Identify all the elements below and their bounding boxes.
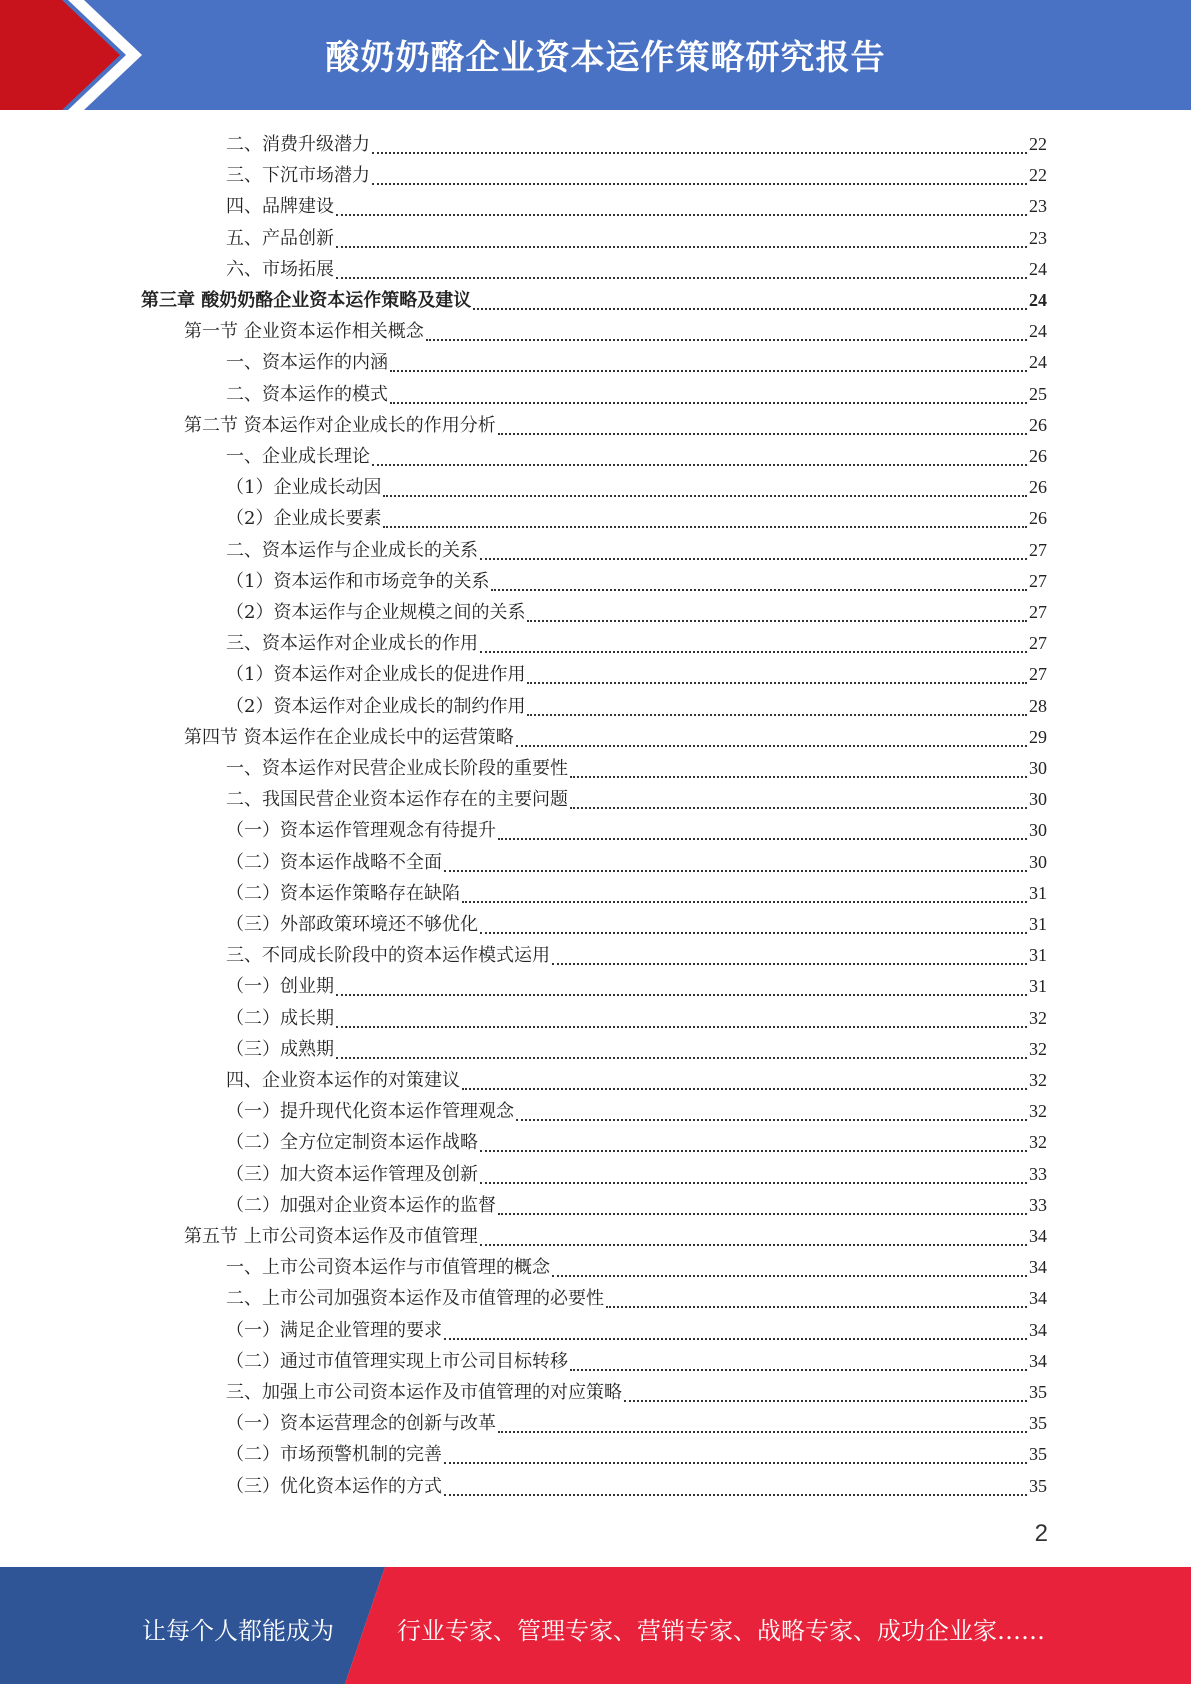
toc-entry-label: 第三章 酸奶奶酪企业资本运作策略及建议 [141,290,472,311]
toc-entry-page: 24 [1029,290,1047,310]
toc-entry-page: 30 [1029,789,1047,810]
toc-entry-page: 27 [1029,633,1047,654]
page-number: 2 [1034,1520,1048,1547]
report-title: 酸奶奶酪企业资本运作策略研究报告 [325,38,886,78]
toc-dot-leader [372,183,1027,185]
toc-entry-label: 二、上市公司加强资本运作及市值管理的必要性 [226,1288,604,1310]
toc-item-row[interactable] [226,1004,1047,1035]
toc-item-row[interactable] [226,1409,1047,1440]
toc-entry-label: （二）资本运作策略存在缺陷 [226,882,460,904]
toc-entry-label: （2）资本运作对企业成长的制约作用 [226,695,526,717]
toc-item-row[interactable] [226,1035,1047,1066]
toc-entry-page: 29 [1029,726,1047,747]
footer-slogan-right: 行业专家、管理专家、营销专家、战略专家、成功企业家…… [397,1617,1045,1645]
toc-entry-page: 30 [1029,820,1047,841]
toc-entry-page: 22 [1029,165,1047,186]
toc-dot-leader [480,651,1027,653]
toc-item-row[interactable] [226,442,1047,473]
toc-dot-leader [570,1369,1027,1371]
toc-entry-label: （一）创业期 [226,976,334,998]
toc-item-row[interactable] [226,161,1047,192]
toc-entry-page: 32 [1029,1007,1047,1028]
toc-dot-leader [390,370,1027,372]
toc-item-row[interactable] [226,692,1047,723]
toc-dot-leader [336,277,1027,279]
toc-item-row[interactable] [226,1128,1047,1159]
toc-entry-label: 五、产品创新 [226,227,334,249]
toc-entry-label: 六、市场拓展 [226,258,334,280]
toc-entry-label: 第二节 资本运作对企业成长的作用分析 [184,414,496,436]
toc-chapter-row[interactable] [141,286,1047,317]
toc-entry-page: 27 [1029,539,1047,560]
toc-entry-page: 27 [1029,570,1047,591]
toc-item-row[interactable] [226,130,1047,161]
toc-dot-leader [336,994,1027,996]
toc-item-row[interactable] [226,348,1047,379]
toc-entry-label: （1）资本运作对企业成长的促进作用 [226,664,526,686]
toc-dot-leader [480,558,1027,560]
toc-dot-leader [336,246,1027,248]
toc-entry-page: 23 [1029,227,1047,248]
toc-item-row[interactable] [226,567,1047,598]
toc-entry-page: 22 [1029,134,1047,154]
toc-dot-leader [498,433,1027,435]
toc-dot-leader [383,526,1027,528]
toc-item-row[interactable] [226,1347,1047,1378]
toc-item-row[interactable] [226,380,1047,411]
toc-item-row[interactable] [226,879,1047,910]
toc-entry-page: 35 [1029,1382,1047,1402]
toc-dot-leader [516,745,1027,747]
toc-item-row[interactable] [226,1378,1047,1409]
toc-dot-leader [606,1306,1027,1308]
toc-dot-leader [390,402,1027,404]
toc-item-row[interactable] [226,1160,1047,1191]
toc-dot-leader [552,963,1027,965]
toc-entry-label: （一）满足企业管理的要求 [226,1319,442,1341]
toc-entry-page: 26 [1029,508,1047,529]
toc-entry-page: 27 [1029,664,1047,685]
toc-dot-leader [552,1275,1027,1277]
toc-entry-label: （三）成熟期 [226,1038,334,1060]
toc-entry-label: 三、下沉市场潜力 [226,165,370,187]
toc-dot-leader [498,1431,1027,1433]
toc-entry-label: （二）市场预警机制的完善 [226,1444,442,1466]
toc-entry-label: （三）外部政策环境还不够优化 [226,914,478,935]
toc-item-row[interactable] [226,473,1047,504]
toc-entry-page: 33 [1029,1163,1047,1184]
toc-entry-label: 二、我国民营企业资本运作存在的主要问题 [226,789,568,811]
toc-item-row[interactable] [226,1097,1047,1128]
toc-entry-label: （1）资本运作和市场竞争的关系 [226,570,490,592]
toc-section-row[interactable] [184,317,1047,348]
toc-item-row[interactable] [226,660,1047,691]
toc-dot-leader [491,589,1027,591]
toc-entry-label: （一）资本运营理念的创新与改革 [226,1413,496,1435]
toc-item-row[interactable] [226,754,1047,785]
toc-entry-label: （二）资本运作战略不全面 [226,851,442,873]
toc-dot-leader [624,1400,1027,1402]
toc-entry-label: （二）加强对企业资本运作的监督 [226,1194,496,1216]
toc-item-row[interactable] [226,785,1047,816]
toc-item-row[interactable] [226,816,1047,847]
toc-entry-page: 30 [1029,758,1047,778]
toc-entry-label: （二）成长期 [226,1007,334,1029]
toc-entry-label: 一、资本运作对民营企业成长阶段的重要性 [226,758,568,779]
toc-dot-leader [480,1182,1027,1184]
toc-entry-page: 30 [1029,851,1047,872]
toc-item-row[interactable] [226,629,1047,660]
toc-dot-leader [444,1462,1027,1464]
toc-dot-leader [372,464,1027,466]
toc-entry-page: 24 [1029,258,1047,279]
toc-item-row[interactable] [226,941,1047,972]
toc-entry-page: 25 [1029,383,1047,404]
toc-entry-page: 34 [1029,1319,1047,1340]
toc-entry-label: （一）提升现代化资本运作管理观念 [226,1101,514,1123]
toc-entry-page: 32 [1029,1101,1047,1122]
toc-entry-label: 四、品牌建设 [226,196,334,218]
toc-dot-leader [473,308,1027,310]
toc-item-row[interactable] [226,1316,1047,1347]
header-banner [0,0,1191,110]
toc-dot-leader [498,1213,1027,1215]
toc-entry-label: （1）企业成长动因 [226,477,382,499]
toc-dot-leader [480,932,1027,934]
toc-entry-page: 31 [1029,945,1047,966]
toc-entry-label: （2）资本运作与企业规模之间的关系 [226,602,526,623]
toc-dot-leader [444,1338,1027,1340]
toc-dot-leader [527,620,1027,622]
toc-item-row[interactable] [226,972,1047,1003]
toc-dot-leader [570,807,1027,809]
toc-entry-page: 24 [1029,352,1047,373]
toc-entry-page: 34 [1029,1257,1047,1278]
toc-item-row[interactable] [226,848,1047,879]
toc-entry-page: 34 [1029,1226,1047,1246]
toc-item-row[interactable] [226,1191,1047,1222]
toc-entry-page: 31 [1029,976,1047,997]
toc-item-row[interactable] [226,255,1047,286]
toc-dot-leader [336,1057,1027,1059]
toc-entry-page: 35 [1029,1444,1047,1465]
toc-entry-label: 二、资本运作的模式 [226,383,388,405]
toc-entry-page: 32 [1029,1132,1047,1153]
toc-entry-page: 26 [1029,414,1047,435]
footer-banner [0,1567,1191,1684]
toc-entry-label: 第五节 上市公司资本运作及市值管理 [184,1226,478,1247]
toc-item-row[interactable] [226,504,1047,535]
toc-entry-label: 三、加强上市公司资本运作及市值管理的对应策略 [226,1382,622,1403]
toc-entry-label: （三）优化资本运作的方式 [226,1475,442,1497]
toc-entry-page: 28 [1029,695,1047,716]
toc-entry-page: 35 [1029,1475,1047,1496]
toc-entry-page: 34 [1029,1288,1047,1309]
toc-item-row[interactable] [226,536,1047,567]
toc-item-row[interactable] [226,598,1047,629]
toc-entry-label: 一、上市公司资本运作与市值管理的概念 [226,1257,550,1279]
toc-item-row[interactable] [226,224,1047,255]
toc-dot-leader [527,714,1027,716]
toc-item-row[interactable] [226,1472,1047,1503]
toc-section-row[interactable] [184,1222,1047,1253]
toc-entry-label: 三、不同成长阶段中的资本运作模式运用 [226,945,550,967]
toc-entry-label: （一）资本运作管理观念有待提升 [226,820,496,842]
toc-dot-leader [516,1119,1027,1121]
toc-entry-label: （二）通过市值管理实现上市公司目标转移 [226,1350,568,1372]
toc-item-row[interactable] [226,1284,1047,1315]
toc-entry-label: 三、资本运作对企业成长的作用 [226,633,478,655]
toc-dot-leader [570,776,1027,778]
toc-entry-label: （二）全方位定制资本运作战略 [226,1132,478,1154]
toc-dot-leader [383,495,1027,497]
toc-entry-page: 26 [1029,477,1047,498]
toc-entry-page: 27 [1029,602,1047,622]
toc-entry-label: （2）企业成长要素 [226,508,382,530]
toc-section-row[interactable] [184,411,1047,442]
toc-entry-page: 34 [1029,1350,1047,1371]
toc-entry-label: 二、消费升级潜力 [226,134,370,155]
toc-dot-leader [480,1150,1027,1152]
toc-dot-leader [498,838,1027,840]
toc-dot-leader [426,339,1027,341]
footer-slogan-left: 让每个人都能成为 [142,1617,334,1645]
toc-dot-leader [336,214,1027,216]
toc-entry-page: 31 [1029,914,1047,934]
toc-entry-label: 四、企业资本运作的对策建议 [226,1070,460,1091]
toc-entry-page: 31 [1029,882,1047,903]
toc-entry-page: 32 [1029,1070,1047,1090]
toc-dot-leader [462,901,1027,903]
toc-entry-label: 一、企业成长理论 [226,446,370,467]
toc-entry-page: 24 [1029,321,1047,342]
toc-item-row[interactable] [226,1066,1047,1097]
toc-dot-leader [480,1244,1027,1246]
toc-dot-leader [462,1088,1027,1090]
toc-entry-label: 第一节 企业资本运作相关概念 [184,321,424,343]
toc-entry-page: 33 [1029,1194,1047,1215]
toc-entry-label: 二、资本运作与企业成长的关系 [226,539,478,561]
toc-item-row[interactable] [226,1253,1047,1284]
toc-dot-leader [444,870,1027,872]
toc-entry-label: （三）加大资本运作管理及创新 [226,1163,478,1185]
toc-dot-leader [372,152,1027,154]
toc-dot-leader [336,1026,1027,1028]
toc-entry-page: 23 [1029,196,1047,217]
toc-entry-label: 一、资本运作的内涵 [226,352,388,374]
toc-item-row[interactable] [226,1440,1047,1471]
toc-item-row[interactable] [226,192,1047,223]
toc-dot-leader [527,682,1027,684]
toc-entry-page: 32 [1029,1038,1047,1059]
toc-section-row[interactable] [184,723,1047,754]
toc-item-row[interactable] [226,910,1047,941]
toc-entry-page: 35 [1029,1413,1047,1434]
toc-dot-leader [444,1494,1027,1496]
toc-entry-page: 26 [1029,446,1047,466]
toc-entry-label: 第四节 资本运作在企业成长中的运营策略 [184,726,514,748]
